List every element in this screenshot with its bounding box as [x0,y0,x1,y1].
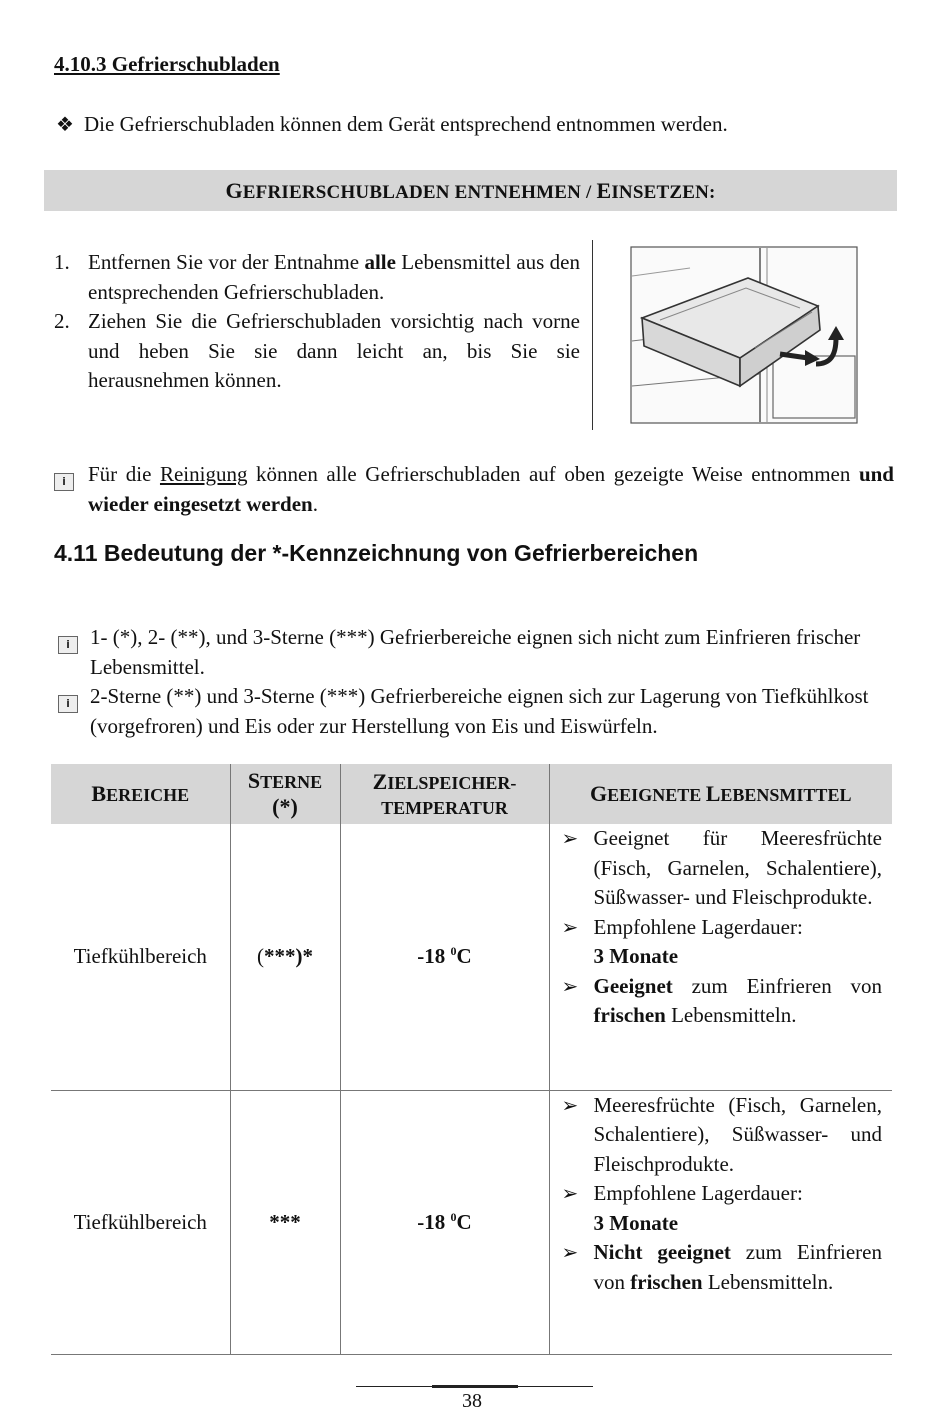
info-icon: i [58,695,78,713]
page-number: 38 [462,1390,482,1412]
step-item: 1. Entfernen Sie vor der Entnahme alle Lebensmittel aus den entsprechenden Gefrierschubladen. [54,250,580,304]
drawer-heading: GEFRIERSCHUBLADEN ENTNEHMEN / EINSETZEN: [225,177,716,203]
cell-lebensmittel [549,1090,892,1354]
arrow-bullet-icon: ➢ [561,1240,579,1264]
section-title: 4.10.3 Gefrierschubladen [54,52,280,76]
list-item: ➢ Meeresfrüchte (Fisch, Garnelen, Schalentiere), Süßwasser- und Fleischprodukte. [562,1091,883,1180]
section2-title: 4.11 Bedeutung der *-Kennzeichnung von Gefrierbereichen [54,540,699,566]
diamond-bullet-icon: ❖ [56,112,74,136]
list-item: ➢ Geeignet zum Einfrieren von frischen Lebensmitteln. [562,972,883,1031]
arrow-bullet-icon: ➢ [561,826,579,850]
arrow-bullet-icon: ➢ [561,1092,579,1117]
info-note: i 1- (*), 2- (**), und 3-Sterne (***) Gefrierbereiche eignen sich nicht zum Einfrieren frischer Lebensmittel. [58,623,918,682]
arrow-bullet-icon: ➢ [561,914,579,939]
info-icon: i [58,636,78,654]
arrow-bullet-icon: ➢ [561,973,579,998]
list-item: ➢ Nicht geeignet zum Einfrieren von frischen Lebensmitteln. [562,1238,883,1297]
drawer-heading-bar [44,170,897,211]
header-bereiche: BEREICHE [51,764,230,824]
cell-sterne: *** [230,1090,340,1354]
steps-list [54,248,580,396]
divider [592,240,593,430]
cell-bereich: Tiefkühlbereich [51,824,230,1090]
step-item: 2. Ziehen Sie die Gefrierschubladen vorsichtig nach vorne und heben Sie sie dann leicht an, bis Sie sie herausnehmen können. [54,309,580,392]
list-item: ➢ Geeignet für Meeresfrüchte (Fisch, Garnelen, Schalentiere), Süßwasser- und Fleischprodukte. [562,824,883,913]
table-row [51,1090,892,1354]
intro-bullet [56,112,728,137]
cell-temperatur: -18 $^0$C [340,1090,549,1354]
cell-bereich: Tiefkühlbereich [51,1090,230,1354]
intro-bullet-text: Die Gefrierschubladen können dem Gerät entsprechend entnommen werden. [84,112,728,136]
header-zieltemperatur: ZIELSPEICHER- TEMPERATUR [340,764,549,824]
table-header-row [51,764,892,824]
freezer-table [51,764,892,1355]
list-item: ➢ Empfohlene Lagerdauer: 3 Monate [562,913,883,972]
cleaning-note: i Für die Reinigung können alle Gefrierschubladen auf oben gezeigte Weise entnommen und wieder eingesetzt werden. [54,460,894,519]
drawer-illustration [630,246,858,424]
info-notes [58,623,918,741]
header-sterne: STERNE (*) [230,764,340,824]
table-row [51,824,892,1090]
cell-sterne: (***)* [230,824,340,1090]
header-lebensmittel: GEEIGNETE LEBENSMITTEL [549,764,892,824]
list-item: ➢ Empfohlene Lagerdauer: 3 Monate [562,1179,883,1238]
info-note: i 2-Sterne (**) und 3-Sterne (***) Gefrierbereiche eignen sich zur Lagerung von Tiefkühlkost (vorgefroren) und Eis oder zur Herstellung von Eis und Eiswürfeln. [58,682,918,741]
footer-rule-accent [432,1385,518,1388]
cell-lebensmittel [549,824,892,1090]
arrow-bullet-icon: ➢ [561,1181,579,1205]
info-icon: i [54,473,74,491]
cell-temperatur: -18 $^0$C [340,824,549,1090]
